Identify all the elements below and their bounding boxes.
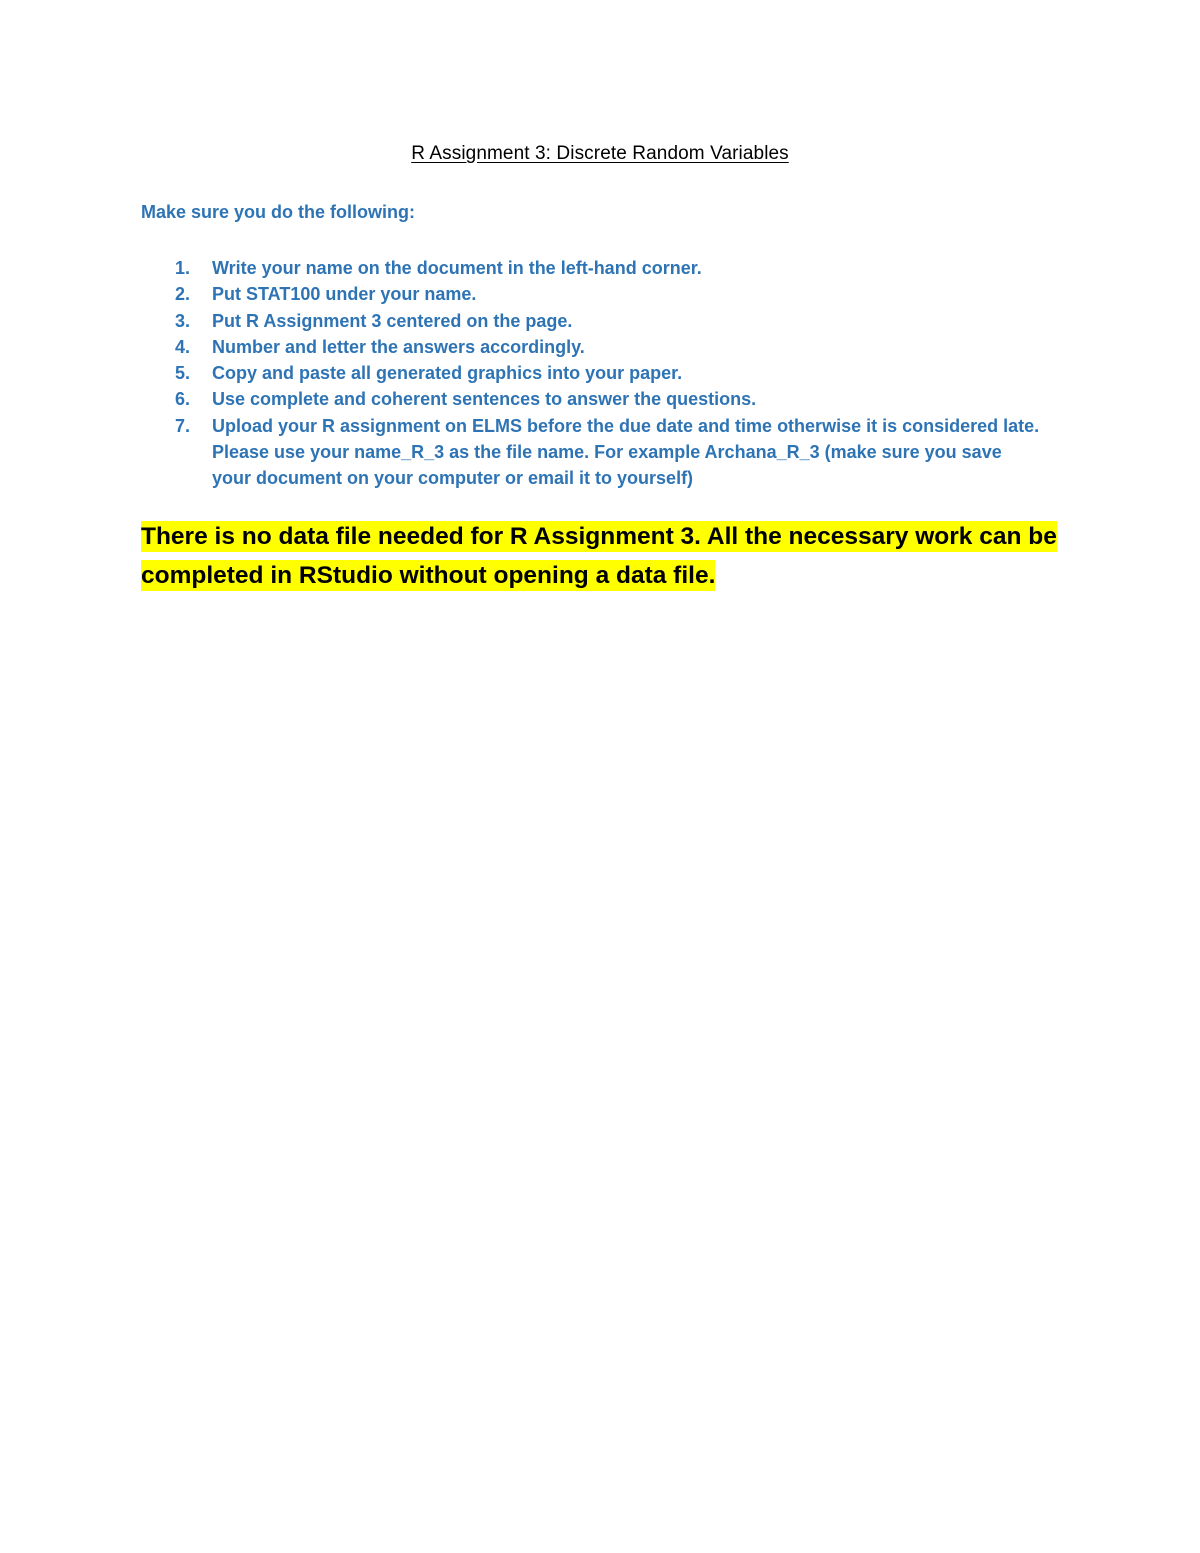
list-item-number: 1. — [175, 258, 191, 278]
list-item — [141, 334, 1041, 360]
list-item — [141, 360, 1041, 386]
instructions-list — [141, 255, 1041, 492]
list-item — [141, 413, 1041, 492]
list-item — [141, 386, 1041, 412]
list-item-number: 6. — [175, 389, 191, 410]
highlighted-notice — [141, 517, 1061, 595]
list-item — [141, 308, 1041, 334]
list-item-number: 2. — [175, 284, 191, 305]
list-item-number: 5. — [175, 363, 191, 384]
document-title: R Assignment 3: Discrete Random Variables — [411, 143, 789, 164]
instructions-intro: Make sure you do the following: — [141, 202, 416, 222]
list-item-text: Upload your R assignment on ELMS before the due date and time otherwise it is considered late. Please use your name_R_3 as the file name. For example Archana_R_3 (make sure you save your document on your computer or email it to yourself) — [212, 415, 1040, 489]
notice-text: There is no data file needed for R Assignment 3. All the necessary work can be completed in RStudio without opening a data file. — [141, 523, 1057, 589]
list-item-text: Copy and paste all generated graphics into your paper. — [212, 363, 683, 384]
list-item-text: Use complete and coherent sentences to answer the questions. — [212, 389, 757, 410]
list-item-number: 3. — [175, 310, 191, 331]
list-item — [141, 255, 1041, 281]
list-item-text: Put STAT100 under your name. — [212, 284, 477, 305]
list-item-text: Put R Assignment 3 centered on the page. — [212, 310, 573, 331]
list-item — [141, 281, 1041, 307]
list-item-text: Number and letter the answers accordingly. — [212, 336, 585, 357]
list-item-number: 7. — [175, 415, 191, 436]
list-item-text: Write your name on the document in the left-hand corner. — [212, 258, 702, 278]
list-item-number: 4. — [175, 336, 191, 357]
